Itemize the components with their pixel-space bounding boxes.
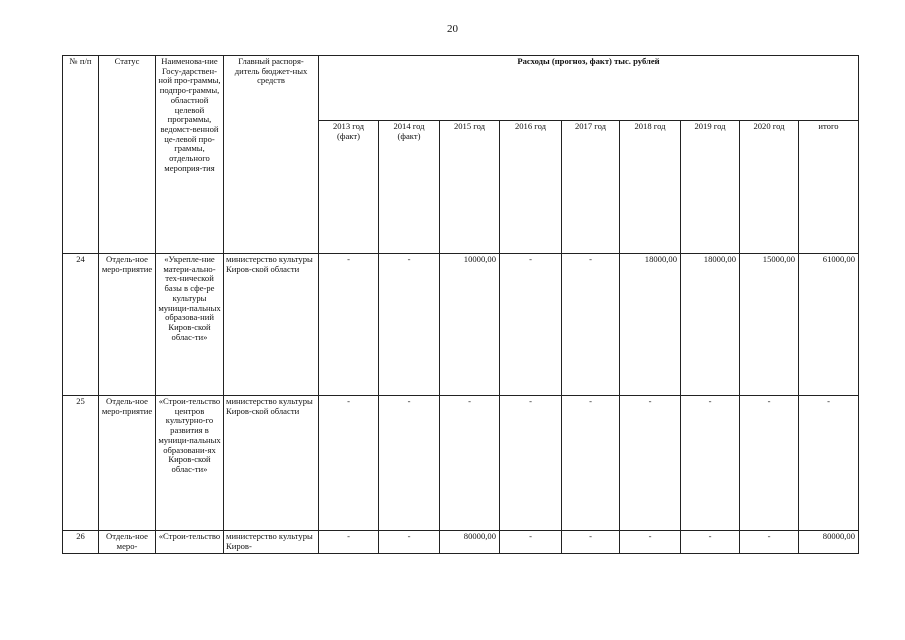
header-program-name: Наименова-ние Госу-дарствен-ной про-граммы, подпро-граммы, областной целевой программы, ведомст-венной це-левой про-граммы, отдельного мероприя-тия [156,56,224,254]
table-row [63,254,859,396]
row-status: Отдель-ное меро-приятие [99,254,156,396]
header-year-2019: 2019 год [681,121,740,254]
header-year-2013: 2013 год (факт) [319,121,379,254]
row-value-2017: - [562,531,620,554]
row-num: 25 [63,396,99,531]
row-program-name: «Укрепле-ние матери-ально-тех-нической базы в сфе-ре культуры муници-пальных образова-ний Киров-ской облас-ти» [156,254,224,396]
row-value-2019: - [681,396,740,531]
row-value-2018: 18000,00 [620,254,681,396]
header-num: № п/п [63,56,99,254]
header-year-2018: 2018 год [620,121,681,254]
row-value-2016: - [500,531,562,554]
header-budget-manager: Главный распоря-дитель бюджет-ных средств [224,56,319,254]
row-value-total: 80000,00 [799,531,859,554]
page-number: 20 [447,23,458,35]
table-row [63,531,859,554]
row-value-2019: 18000,00 [681,254,740,396]
header-year-2017: 2017 год [562,121,620,254]
row-value-total: - [799,396,859,531]
header-year-2016: 2016 год [500,121,562,254]
row-budget-manager: министерство культуры Киров-ской области [224,396,319,531]
row-value-2017: - [562,254,620,396]
header-row-1 [63,56,859,121]
row-value-2015: - [440,396,500,531]
row-value-2020: 15000,00 [740,254,799,396]
row-value-2016: - [500,396,562,531]
table-row [63,396,859,531]
row-budget-manager: министерство культуры Киров-ской области [224,254,319,396]
row-value-total: 61000,00 [799,254,859,396]
header-status: Статус [99,56,156,254]
row-value-2020: - [740,396,799,531]
header-spending: Расходы (прогноз, факт) тыс. рублей [319,56,859,121]
row-num: 26 [63,531,99,554]
row-value-2013: - [319,396,379,531]
row-value-2014: - [379,254,440,396]
header-year-2014: 2014 год (факт) [379,121,440,254]
row-budget-manager: министерство культуры Киров- [224,531,319,554]
budget-table [62,55,859,554]
row-value-2018: - [620,531,681,554]
row-value-2019: - [681,531,740,554]
row-value-2020: - [740,531,799,554]
row-value-2016: - [500,254,562,396]
row-value-2018: - [620,396,681,531]
row-value-2013: - [319,254,379,396]
header-year-2015: 2015 год [440,121,500,254]
header-year-2020: 2020 год [740,121,799,254]
row-program-name: «Строи-тельство [156,531,224,554]
row-status: Отдель-ное меро- [99,531,156,554]
row-value-2015: 80000,00 [440,531,500,554]
row-value-2014: - [379,531,440,554]
row-num: 24 [63,254,99,396]
row-value-2013: - [319,531,379,554]
row-value-2014: - [379,396,440,531]
row-value-2017: - [562,396,620,531]
row-program-name: «Строи-тельство центров культурно-го развития в муници-пальных образовани-ях Киров-ской облас-ти» [156,396,224,531]
header-total: итого [799,121,859,254]
row-value-2015: 10000,00 [440,254,500,396]
row-status: Отдель-ное меро-приятие [99,396,156,531]
